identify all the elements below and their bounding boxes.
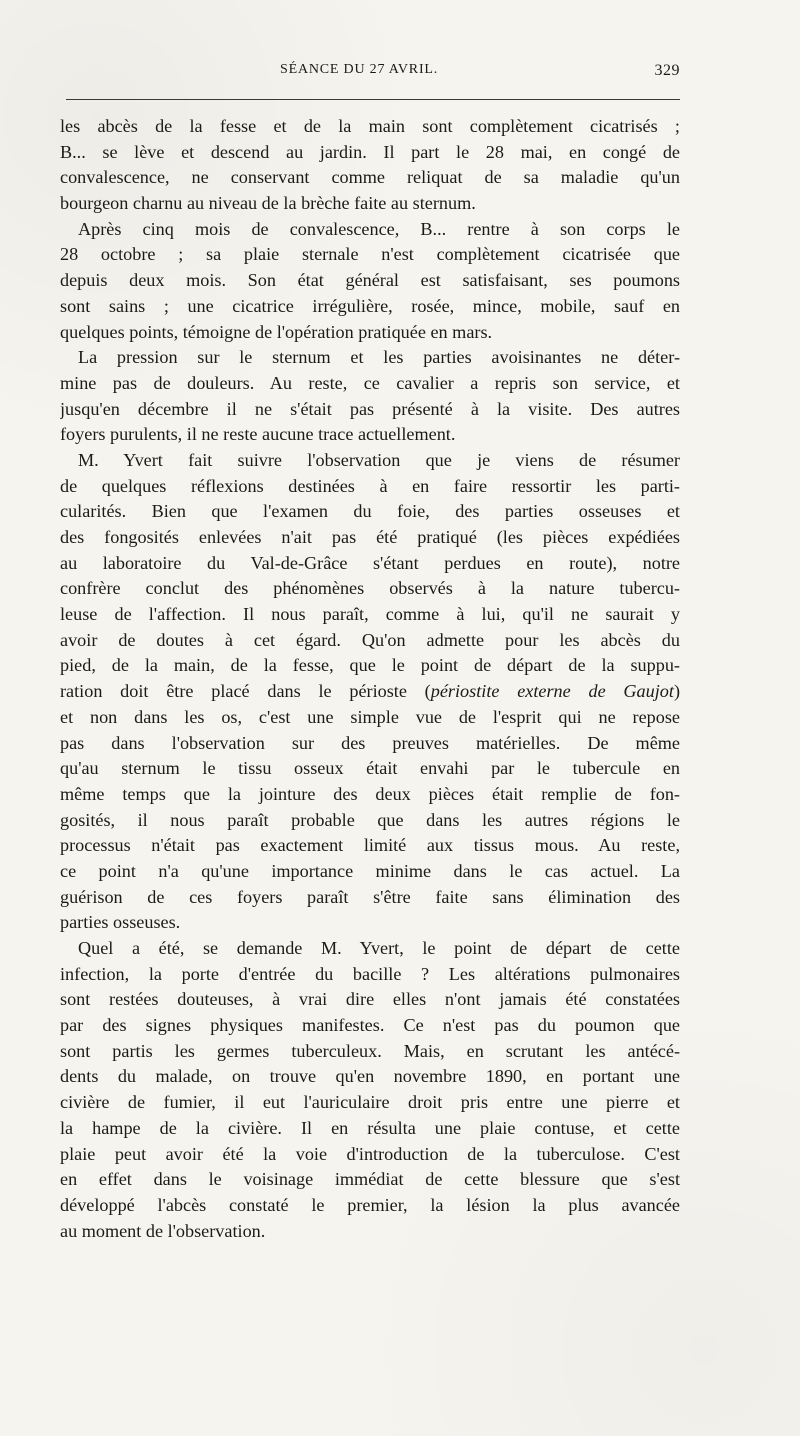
- text-line: M. Yvert fait suivre l'observation que je viens de résumer: [78, 449, 680, 470]
- text-line: sont sains ; une cicatrice irrégulière, rosée, mince, mobile, sauf en: [60, 295, 680, 316]
- text-line: depuis deux mois. Son état général est satisfaisant, ses poumons: [60, 270, 680, 291]
- text-line: cularités. Bien que l'examen du foie, des parties osseuses et: [60, 501, 680, 522]
- text-line-with-italic: ration doit être placé dans le périoste (périostite externe de Gaujot): [60, 681, 680, 702]
- text-line: sont partis les germes tuberculeux. Mais, en scrutant les antécé-: [60, 1040, 680, 1061]
- text-line: La pression sur le sternum et les parties avoisinantes ne déter-: [78, 347, 680, 368]
- text-line: ce point n'a qu'une importance minime dans le cas actuel. La: [60, 860, 680, 881]
- page-header: [60, 62, 680, 86]
- header-rule: [66, 99, 680, 100]
- text-line: quelques points, témoigne de l'opération pratiquée en mars.: [60, 321, 493, 342]
- text-line: bourgeon charnu au niveau de la brèche faite au sternum.: [60, 193, 476, 214]
- text-line: convalescence, ne conservant comme reliquat de sa maladie qu'un: [60, 167, 680, 188]
- text-line: avoir de doutes à cet égard. Qu'on admette pour les abcès du: [60, 629, 680, 650]
- text-line: même temps que la jointure des deux pièces était remplie de fon-: [60, 783, 680, 804]
- text-line: en effet dans le voisinage immédiat de cette blessure que s'est: [60, 1169, 680, 1190]
- text-line: Quel a été, se demande M. Yvert, le point de départ de cette: [78, 938, 680, 958]
- text-line: Après cinq mois de convalescence, B... rentre à son corps le: [78, 218, 680, 239]
- text-line: processus n'était pas exactement limité aux tissus mous. Au reste,: [60, 835, 680, 856]
- text-line: la hampe de la civière. Il en résulta une plaie contuse, et cette: [60, 1117, 680, 1138]
- text-line: par des signes physiques manifestes. Ce n'est pas du poumon que: [60, 1015, 680, 1036]
- text-line: développé l'abcès constaté le premier, la lésion la plus avancée: [60, 1194, 680, 1215]
- text-line: qu'au sternum le tissu osseux était envahi par le tubercule en: [60, 758, 680, 779]
- text-line: jusqu'en décembre il ne s'était pas présenté à la visite. Des autres: [60, 398, 680, 419]
- page-number: 329: [654, 62, 680, 79]
- text-line: plaie peut avoir été la voie d'introduction de la tuberculose. C'est: [60, 1143, 680, 1164]
- text-line: pas dans l'observation sur des preuves matérielles. De même: [60, 732, 680, 753]
- text-line: B... se lève et descend au jardin. Il part le 28 mai, en congé de: [60, 141, 680, 162]
- text-line: 28 octobre ; sa plaie sternale n'est complètement cicatrisée que: [60, 244, 680, 265]
- text-line: de quelques réflexions destinées à en faire ressortir les parti-: [60, 475, 680, 496]
- text-line: mine pas de douleurs. Au reste, ce cavalier a repris son service, et: [60, 372, 680, 393]
- text-line: leuse de l'affection. Il nous paraît, comme à lui, qu'il ne saurait y: [60, 604, 680, 625]
- text-line: parties osseuses.: [60, 912, 181, 933]
- italic-phrase: périostite externe de Gaujot: [430, 681, 674, 702]
- text-line: sont restées douteuses, à vrai dire elles n'ont jamais été constatées: [60, 989, 680, 1010]
- running-title: SÉANCE DU 27 AVRIL.: [280, 62, 439, 77]
- text-line: gosités, il nous paraît probable que dans les autres régions le: [60, 809, 680, 830]
- text-line: foyers purulents, il ne reste aucune trace actuellement.: [60, 424, 456, 445]
- text-line: et non dans les os, c'est une simple vue de l'esprit qui ne repose: [60, 706, 680, 727]
- text-line: des fongosités enlevées n'ait pas été pratiqué (les pièces expédiées: [60, 527, 680, 547]
- text-line: civière de fumier, il eut l'auriculaire droit pris entre une pierre et: [60, 1092, 680, 1113]
- text-line: guérison de ces foyers paraît s'être faite sans élimination des: [60, 886, 680, 907]
- text-line: les abcès de la fesse et de la main sont complètement cicatrisés ;: [60, 116, 680, 136]
- text-line: confrère conclut des phénomènes observés à la nature tubercu-: [60, 578, 680, 599]
- text-line: au laboratoire du Val-de-Grâce s'étant perdues en route), notre: [60, 552, 680, 573]
- text-line: dents du malade, on trouve qu'en novembre 1890, en portant une: [60, 1066, 680, 1087]
- text-line: infection, la porte d'entrée du bacille ? Les altérations pulmonaires: [60, 963, 680, 984]
- text-line: pied, de la main, de la fesse, que le point de départ de la suppu-: [60, 655, 680, 676]
- text-line: au moment de l'observation.: [60, 1220, 266, 1241]
- body-text: [60, 114, 680, 1244]
